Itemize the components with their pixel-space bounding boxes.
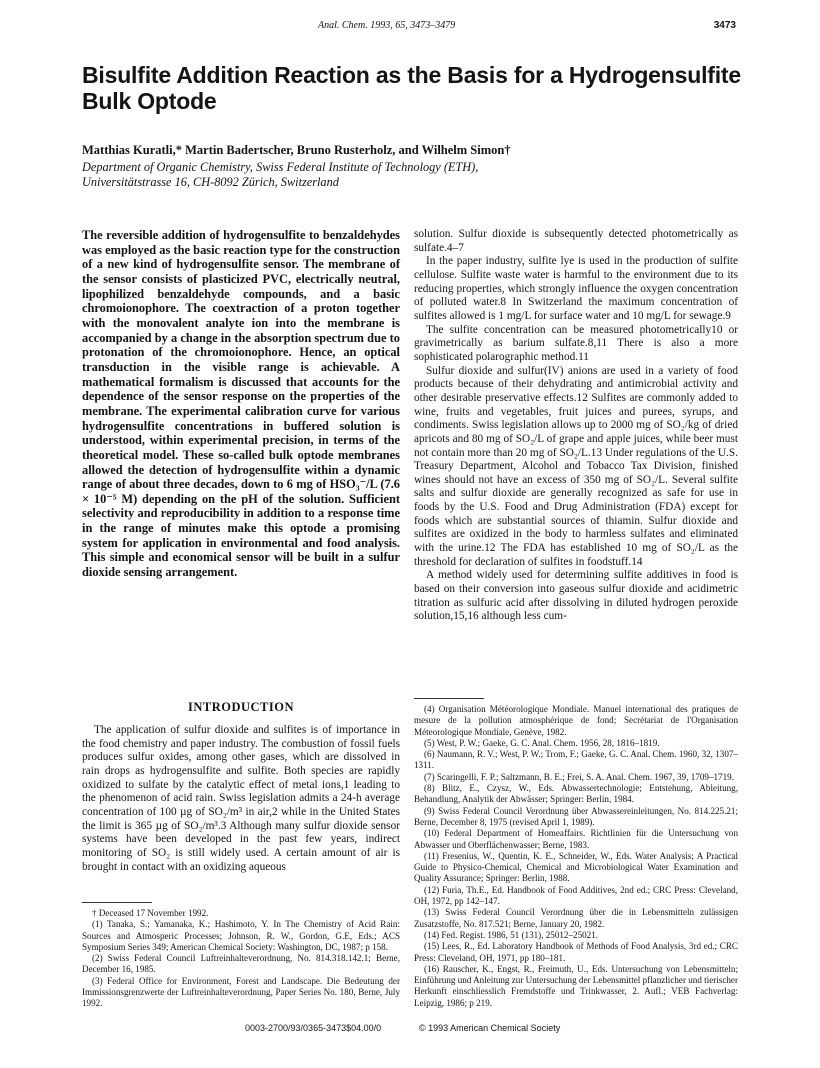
references-divider <box>414 698 484 699</box>
article-code: 0003-2700/93/0365-3473$04.00/0 <box>245 1023 382 1033</box>
author-list: Matthias Kuratli,* Martin Badertscher, Bruno Rusterholz, and Wilhelm Simon† <box>82 143 511 157</box>
reference-item: (12) Furia, Th.E., Ed. Handbook of Food Additives, 2nd ed.; CRC Press: Cleveland, OH, 1972, pp 142–147. <box>414 884 738 907</box>
reference-item: (10) Federal Department of Homeaffairs. Richtlinien für die Untersuchung von Abwasser und Oberflächenwasser; Berne, 1983. <box>414 828 738 850</box>
footnotes-divider <box>82 902 152 903</box>
reference-list <box>414 704 738 1009</box>
reference-item: (9) Swiss Federal Council Verordnung über Abwassereinleitungen, No. 814.225.21; Berne, December 8, 1975 (revised April 1, 1989). <box>414 805 738 827</box>
paragraph: A method widely used for determining sulfite additives in food is based on their conversion into gaseous sulfur dioxide and acidimetric titration as sulfuric acid after dissolving in diluted hydrogen peroxide solution,15,16 although less cum- <box>414 569 738 623</box>
paragraph: The application of sulfur dioxide and sulfites is of importance in the food chemistry and paper industry. The combustion of fossil fuels produces sulfur oxides, among other gases, which are dissolved in rain drops as hydrogensulfite and sulfite. Both species are rapidly oxidized to sulfate by the catalytic effect of metal ions,1 leading to the phenomenon of acid rain. Swiss legislation admits a 24-h average concentration of 100 µg of SO₂/m³ in air,2 while in the United States the limit is 365 µg of SO₂/m³.3 Although many sulfur dioxide sensor systems have been developed in the past few years, indirect monitoring of SO₂ is still widely used. A certain amount of air is brought in contact with an oxidizing aqueous <box>82 724 400 873</box>
affiliation-line-2: Universitätstrasse 16, CH-8092 Zürich, Switzerland <box>82 175 339 189</box>
article-title: Bisulfite Addition Reaction as the Basis for a Hydrogensulfite Bulk Optode <box>82 62 741 114</box>
footnote-list <box>82 908 400 1010</box>
affiliation <box>82 160 742 190</box>
reference-item: (16) Rauscher, K., Engst, R., Freimuth, U., Eds. Untersuchung von Lebensmitteln; Einführung und Anleitung zur Untersuchung der Lebensmittel pflanzlicher und tierischer Herkunft einschliesslich Fremdstoffe und Trinkwasser, 2. Aufl.; VEB Fachverlag: Leipzig, 1986; p 219. <box>414 963 738 1008</box>
page-number: 3473 <box>713 20 736 31</box>
reference-item: (14) Fed. Regist. 1986, 51 (131), 25012–25021. <box>424 929 599 940</box>
footnote-item: (3) Federal Office for Environment, Forest and Landscape. Die Bedeutung der Immissionsgrenzwerte der Luftreinhalteverordnung, Paper Series No. 180, Berne, July 1992. <box>82 975 400 1009</box>
paragraph: The sulfite concentration can be measured photometrically10 or gravimetrically as barium sulfate.8,11 There is also a more sophisticated polarographic method.11 <box>414 323 738 363</box>
abstract: The reversible addition of hydrogensulfite to benzaldehydes was employed as the basic reaction type for the construction of a new kind of hydrogensulfite sensor. The membrane of the sensor consists of plasticized PVC, electrically neutral, lipophilized benzaldehyde compounds, and a basic chromoionophore. The coextraction of a proton together with the monovalent analyte ion into the membrane is accompanied by a change in the absorption spectrum due to protonation of the chromoionophore. Hence, an optical transduction in the visible range is achievable. A mathematical formalism is discussed that accounts for the dependence of the sensor response on the properties of the membrane. The experimental calibration curve for various hydrogensulfite concentrations in buffered solution is understood, within experimental precision, in terms of the theoretical model. These so-called bulk optode membranes allowed the detection of hydrogensulfite within a dynamic range of about three decades, down to 6 mg of HSO₃⁻/L (7.6 × 10⁻⁵ M) depending on the pH of the solution. Sufficient selectivity and reproducibility in addition to a response time in the range of minutes make this optode a promising system for application in environmental and food analysis. This simple and economical sensor will be built in a sulfur dioxide sensing arrangement. <box>82 228 400 580</box>
footnote-item: † Deceased 17 November 1992. <box>92 908 209 918</box>
paragraph: In the paper industry, sulfite lye is used in the production of sulfite cellulose. Sulfite waste water is harmful to the environment due to its reducing properties, which strongly influence the oxygen concentration of polluted water.8 In Switzerland the maximum concentration of sulfites allowed is 1 mg/L for surface water and 10 mg/L for sewage.9 <box>414 255 738 322</box>
reference-item: (6) Naumann, R. V.; West, P. W.; Trom, F.; Gaeke, G. C. Anal. Chem. 1960, 32, 1307–1311. <box>414 749 738 771</box>
journal-citation: Anal. Chem. 1993, 65, 3473–3479 <box>318 20 456 31</box>
affiliation-line-1: Department of Organic Chemistry, Swiss Federal Institute of Technology (ETH), <box>82 160 479 174</box>
reference-item: (5) West, P. W.; Gaeke, G. C. Anal. Chem. 1956, 28, 1816–1819. <box>424 737 660 748</box>
copyright-notice: © 1993 American Chemical Society <box>419 1023 561 1033</box>
reference-item: (15) Lees, R., Ed. Laboratory Handbook of Methods of Food Analysis, 3rd ed.; CRC Press: Cleveland, OH, 1971, pp 180–181. <box>414 941 738 963</box>
section-heading-introduction: INTRODUCTION <box>187 700 294 714</box>
reference-item: (8) Blitz, E., Czysz, W., Eds. Abwassertechnologie; Entstehung, Ableitung, Behandlung, Analytik der Abwässer; Springer: Berlin, 1984. <box>414 783 738 805</box>
footnote-item: (1) Tanaka, S.; Yamanaka, K.; Hashimoto, Y. In The Chemistry of Acid Rain: Sources and Atmosperic Processes; Johnson, R. W., Gordon, G.E, Eds.; ACS Symposium Series 349; American Chemical Society: Washington, DC, 1987; p 158. <box>82 919 400 952</box>
reference-item: (7) Scaringelli, F. P.; Saltzmann, B. E.; Frei, S. A. Anal. Chem. 1967, 39, 1709–1719. <box>424 771 734 782</box>
reference-item: (11) Fresenius, W., Quentin, K. E., Schneider, W., Eds. Water Analysis; A Practical Guide to Physico-Chemical, Chemical and Microbiological Water Examination and Quality Assurance; Springer: Berlin, 1988. <box>414 850 738 884</box>
reference-item: (4) Organisation Météorologique Mondiale. Manuel international des pratiques de mesure de la pollution atmosphérique de fond; Secrétariat de l'Organisation Méteorologique Mondiale, Genève, 1982. <box>414 704 738 737</box>
footnote-item: (2) Swiss Federal Council Luftreinhalteverordnung, No. 814.318.142.1; Berne, December 16, 1985. <box>82 953 400 975</box>
paragraph: Sulfur dioxide and sulfur(IV) anions are used in a variety of food products because of their dehydrating and antimicrobial activity and other desirable preservative effects.12 Sulfites are commonly added to wine, fruits and vegetables, fruit juices and purees, syrups, and condiments. Swiss legislation allows up to 2000 mg of SO₂/kg of dried apricots and 80 mg of SO₂/L of grape and apple juices, while beer must not contain more than 20 mg of SO₂/L.13 Under regulations of the U.S. Treasury Department, Alcohol and Tobacco Tax Division, finished wines should not have an excess of 350 mg of SO₂/L. Several sulfite salts and sulfur dioxide are generally recognized as safe for use in foods by the U.S. Food and Drug Administration (FDA) except for foods which are substantial sources of thiamin. Sulfur dioxide and sulfites are oxidized in the body to harmless sulfates and eliminated with the urine.12 The FDA has established 10 mg of SO₂/L as the threshold for declaration of sulfites in foodstuff.14 <box>414 364 738 568</box>
right-column-text <box>414 228 738 624</box>
paragraph: solution. Sulfur dioxide is subsequently detected photometrically as sulfate.4–7 <box>414 228 738 254</box>
introduction-text <box>82 724 400 874</box>
reference-item: (13) Swiss Federal Council Verordnung über die in Lebensmitteln zulässigen Zusatzstoffe, No. 817.521; Berne, January 20, 1982. <box>414 907 738 929</box>
